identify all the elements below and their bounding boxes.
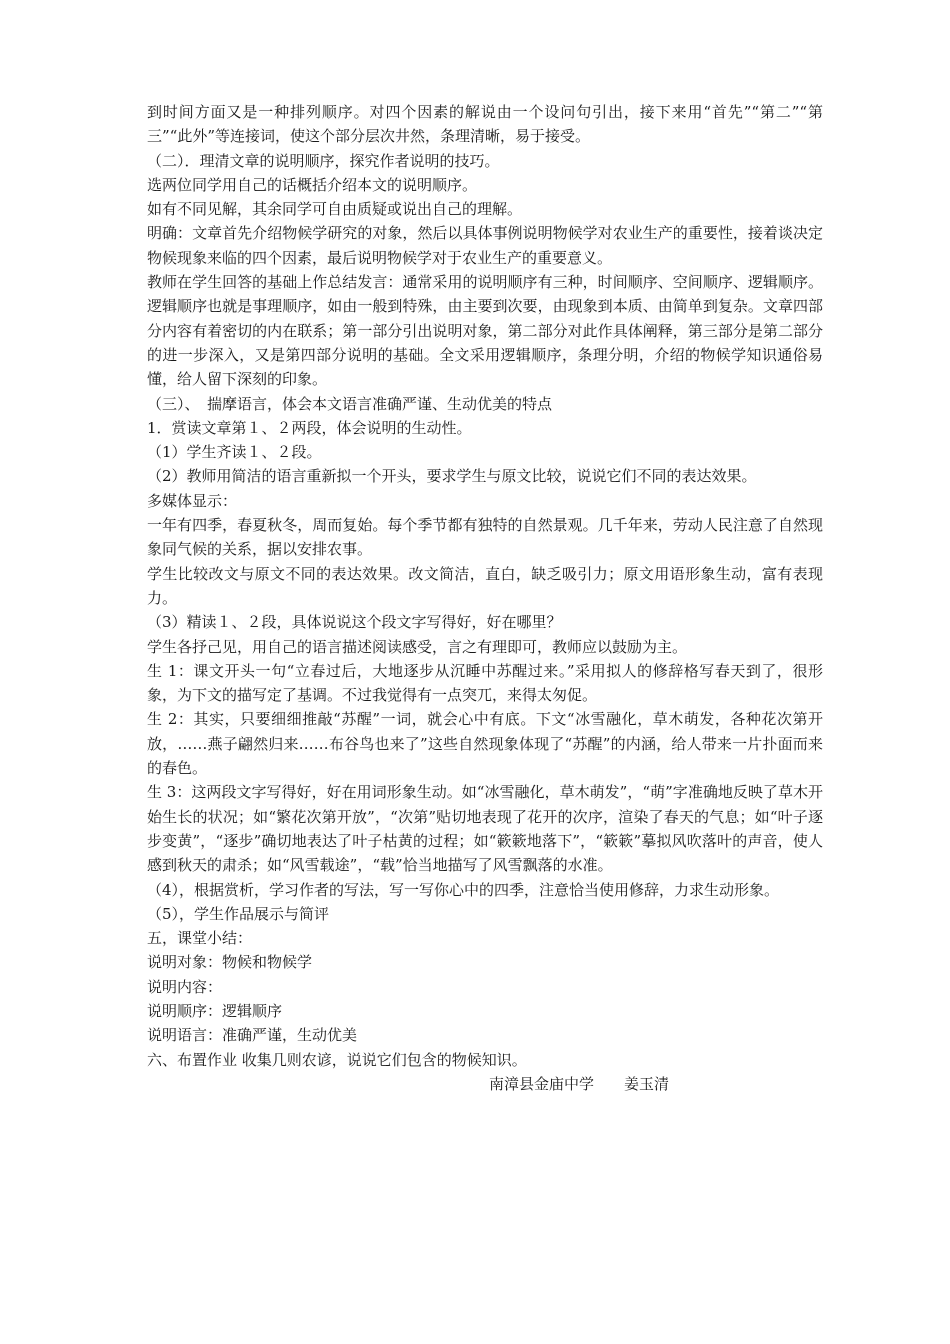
paragraph-16: 生 1：课文开头一句“立春过后，大地逐步从沉睡中苏醒过来。”采用拟人的修辞格写春天到了，很形象，为下文的描写定了基调。不过我觉得有一点突兀，来得太匆促。 bbox=[147, 661, 823, 705]
paragraph-4: 如有不同见解，其余同学可自由质疑或说出自己的理解。 bbox=[147, 200, 523, 219]
section-heading-3: （三）、 揣摩语言，体会本文语言准确严谨、生动优美的特点 bbox=[147, 394, 553, 413]
paragraph-14: （3）精读１、２段，具体说说这个段文字写得好，好在哪里？ bbox=[147, 613, 562, 632]
paragraph-12: 一年有四季，春夏秋冬，周而复始。每个季节都有独特的自然景观。几千年来，劳动人民注意了自然现象同气候的关系，据以安排农事。 bbox=[147, 516, 823, 559]
document-body bbox=[147, 100, 823, 1096]
summary-content: 说明内容： bbox=[147, 977, 223, 996]
summary-order: 说明顺序：逻辑顺序 bbox=[147, 1001, 283, 1020]
paragraph-10: （2）教师用简洁的语言重新拟一个开头，要求学生与原文比较，说说它们不同的表达效果。 bbox=[147, 467, 757, 486]
paragraph-6: 教师在学生回答的基础上作总结发言：通常采用的说明顺序有三种，时间顺序、空间顺序、逻辑顺序。逻辑顺序也就是事理顺序，如由一般到特殊，由主要到次要，由现象到本质、由简单到复杂。文章四部分内容有着密切的内在联系；第一部分引出说明对象，第二部分对此作具体阐释，第三部分是第二部分的进一步深入，又是第四部分说明的基础。全文采用逻辑顺序，条理分明，介绍的物候学知识通俗易懂，给人留下深刻的印象。 bbox=[147, 273, 823, 389]
section-heading-2: （二）．理清文章的说明顺序，探究作者说明的技巧。 bbox=[147, 151, 500, 170]
section-heading-5: 五，课堂小结： bbox=[147, 929, 253, 948]
paragraph-15: 学生各抒己见，用自己的语言描述阅读感受，言之有理即可，教师应以鼓励为主。 bbox=[147, 637, 688, 656]
paragraph-9: （1）学生齐读１、２段。 bbox=[147, 443, 322, 462]
paragraph-19: （4），根据赏析，学习作者的写法，写一写你心中的四季，注意恰当使用修辞，力求生动形象。 bbox=[147, 880, 780, 899]
summary-language: 说明语言：准确严谨，生动优美 bbox=[147, 1026, 358, 1045]
section-heading-6: 六、布置作业 收集几则农谚，说说它们包含的物候知识。 bbox=[147, 1050, 527, 1069]
paragraph-13: 学生比较改文与原文不同的表达效果。改文简洁，直白，缺乏吸引力；原文用语形象生动，富有表现力。 bbox=[147, 564, 823, 607]
paragraph-1: 到时间方面又是一种排列顺序。对四个因素的解说由一个设问句引出，接下来用“首先”“第二”“第三”“此外”等连接词，使这个部分层次井然，条理清晰，易于接受。 bbox=[147, 103, 823, 146]
author-signature: 南漳县金庙中学 姜玉清 bbox=[489, 1074, 670, 1093]
paragraph-8: 1．赏读文章第１、２两段，体会说明的生动性。 bbox=[147, 418, 472, 437]
paragraph-3: 选两位同学用自己的话概括介绍本文的说明顺序。 bbox=[147, 175, 478, 194]
paragraph-18: 生 3：这两段文字写得好，好在用词形象生动。如“冰雪融化，草木萌发”，“萌”字准确地反映了草木开始生长的状况；如“繁花次第开放”，“次第”贴切地表现了花开的次序，渲染了春天的气息；如“叶子逐步变黄”，“逐步”确切地表达了叶子枯黄的过程；如“簌簌地落下”，“簌簌”摹拟风吹落叶的声音，使人感到秋天的肃杀；如“风雪载途”，“载”恰当地描写了风雪飘落的水准。 bbox=[147, 783, 823, 875]
paragraph-20: （5），学生作品展示与简评 bbox=[147, 904, 330, 923]
paragraph-11: 多媒体显示： bbox=[147, 491, 238, 510]
summary-object: 说明对象：物候和物候学 bbox=[147, 953, 313, 972]
paragraph-5: 明确：文章首先介绍物候学研究的对象，然后以具体事例说明物候学对农业生产的重要性，接着谈决定物候现象来临的四个因素，最后说明物候学对于农业生产的重要意义。 bbox=[147, 224, 823, 267]
paragraph-17: 生 2：其实，只要细细推敲“苏醒”一词，就会心中有底。下文“冰雪融化，草木萌发，各种花次第开放，……燕子翩然归来……布谷鸟也来了”这些自然现象体现了“苏醒”的内涵，给人带来一片扑面而来的春色。 bbox=[147, 710, 823, 778]
